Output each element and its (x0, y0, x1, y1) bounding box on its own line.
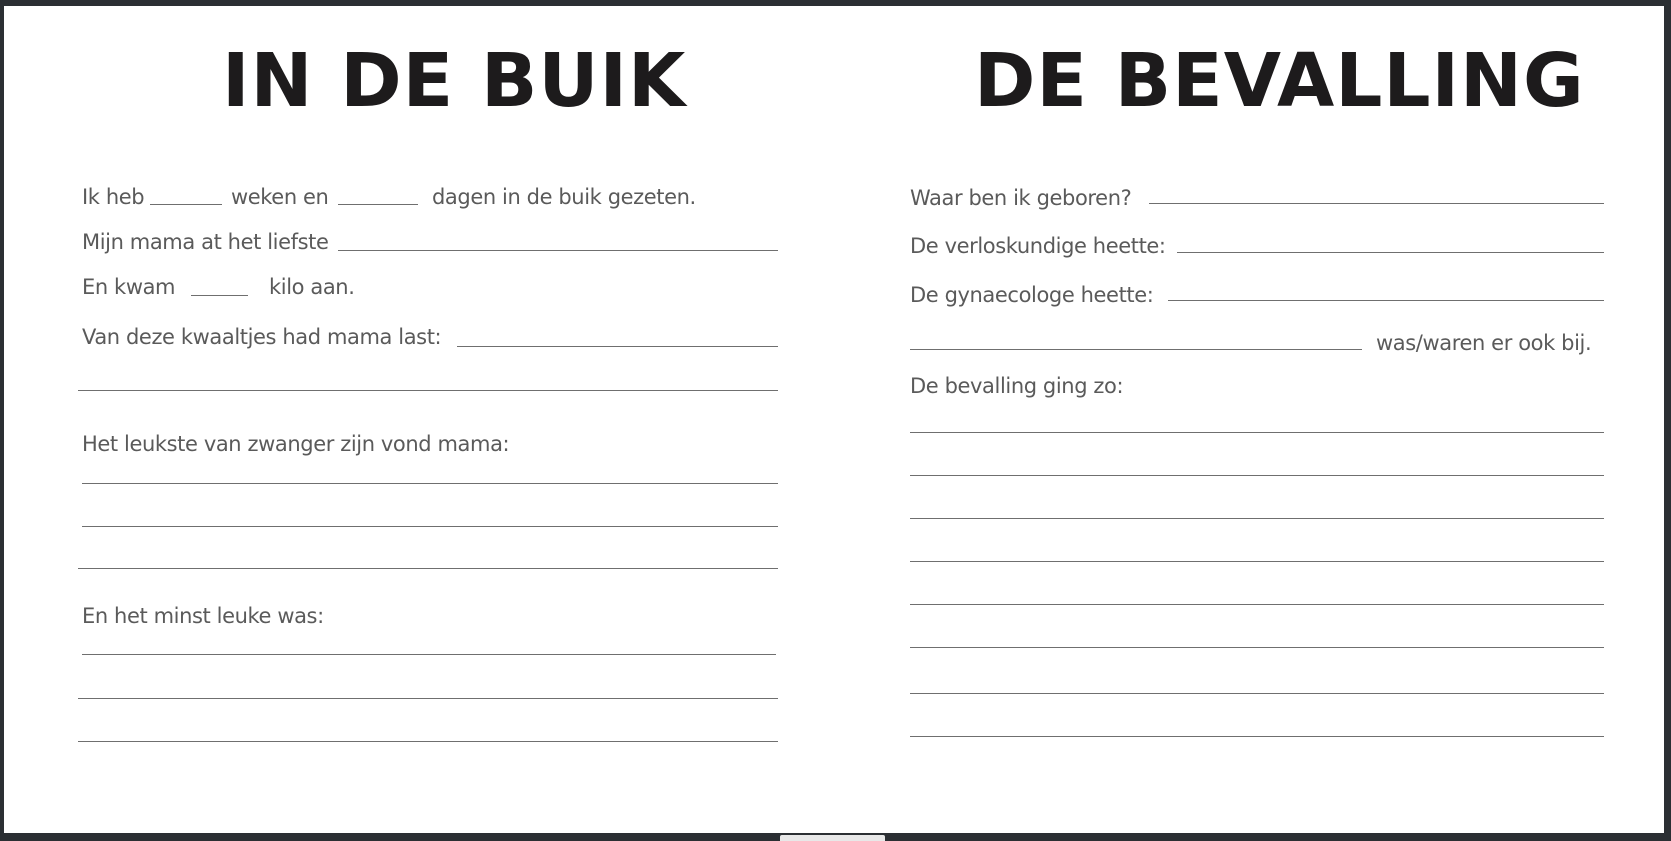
blank-birth-story-2[interactable] (910, 475, 1604, 476)
page-title-right: DE BEVALLING (974, 38, 1585, 124)
blank-birth-story-1[interactable] (910, 432, 1604, 433)
blank-best-1[interactable] (82, 483, 778, 484)
blank-complaints-2[interactable] (78, 390, 778, 391)
text-verloskundige: De verloskundige heette: (910, 234, 1166, 258)
text-bevalling-ging: De bevalling ging zo: (910, 374, 1124, 398)
text-dagen: dagen in de buik gezeten. (432, 185, 696, 209)
text-kwaaltjes: Van deze kwaaltjes had mama last: (82, 325, 442, 349)
text-weken-en: weken en (231, 185, 329, 209)
blank-kilos[interactable] (191, 295, 248, 296)
text-waar-geboren: Waar ben ik geboren? (910, 186, 1132, 210)
blank-weeks[interactable] (150, 204, 222, 205)
blank-birth-story-5[interactable] (910, 604, 1604, 605)
text-ik-heb: Ik heb (82, 185, 145, 209)
blank-best-2[interactable] (82, 526, 778, 527)
blank-birth-story-8[interactable] (910, 736, 1604, 737)
blank-birth-story-3[interactable] (910, 518, 1604, 519)
bottom-scroll-tab (780, 835, 885, 841)
blank-favorite-food[interactable] (338, 250, 778, 251)
blank-days[interactable] (338, 204, 418, 205)
workbook-spread (4, 6, 1664, 833)
blank-birth-story-6[interactable] (910, 647, 1604, 648)
text-mijn-mama: Mijn mama at het liefste (82, 230, 329, 254)
blank-gynaecologist[interactable] (1168, 300, 1604, 301)
blank-complaints-1[interactable] (457, 346, 778, 347)
blank-worst-2[interactable] (78, 698, 778, 699)
blank-best-3[interactable] (78, 568, 778, 569)
text-minst-leuke: En het minst leuke was: (82, 604, 324, 628)
blank-birth-story-7[interactable] (910, 693, 1604, 694)
text-en-kwam: En kwam (82, 275, 176, 299)
text-gynaecologe: De gynaecologe heette: (910, 283, 1154, 307)
text-waren-erbij: was/waren er ook bij. (1376, 331, 1592, 355)
page-title-left: IN DE BUIK (222, 38, 687, 124)
blank-midwife[interactable] (1177, 252, 1604, 253)
text-leukste: Het leukste van zwanger zijn vond mama: (82, 432, 510, 456)
blank-birth-story-4[interactable] (910, 561, 1604, 562)
blank-worst-1[interactable] (82, 654, 776, 655)
text-kilo-aan: kilo aan. (269, 275, 355, 299)
blank-worst-3[interactable] (78, 741, 778, 742)
blank-birthplace[interactable] (1149, 203, 1604, 204)
blank-present[interactable] (910, 349, 1362, 350)
